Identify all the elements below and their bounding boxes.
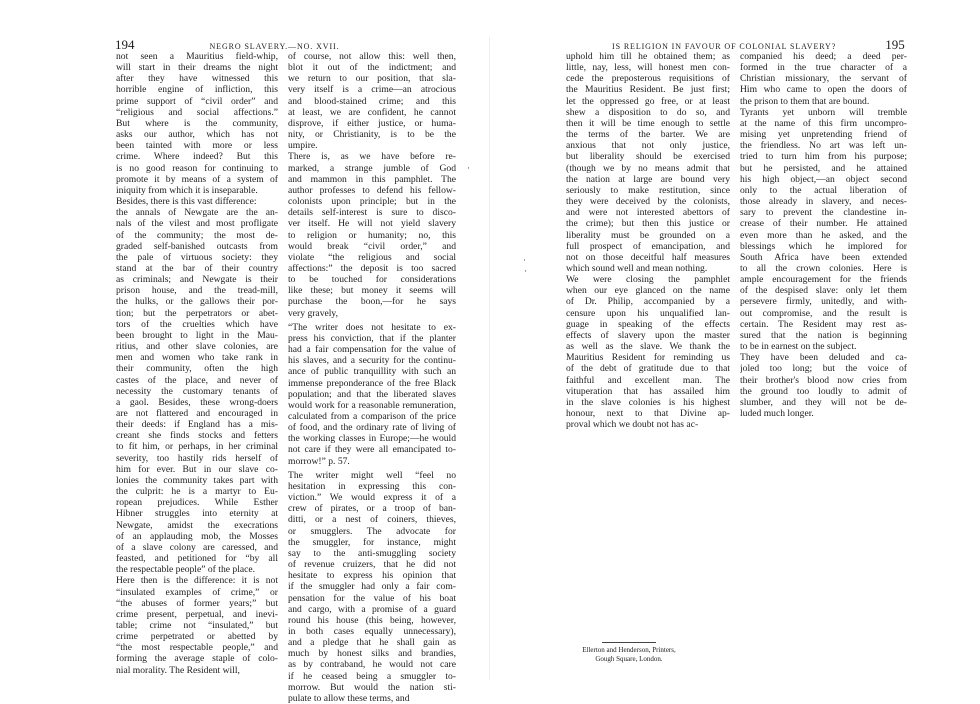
text-line: only to the actual liberation of [740, 184, 907, 196]
text-line: and cargo, with a promise of a guard [288, 603, 456, 615]
text-line: not on those deceitful half measures [566, 251, 730, 263]
text-line: round his house (this being, however, [288, 614, 456, 626]
text-line: purchase the boon,—for he says [288, 296, 456, 308]
text-line: disprove, if either justice, or huma- [288, 117, 456, 129]
text-line: to all the crown colonies. Here is [740, 262, 907, 274]
text-line: calculated from a comparison of the price [288, 411, 456, 422]
text-line: at least, we are confident, he cannot [288, 106, 456, 118]
text-line: the ground too loudly to admit of [740, 385, 907, 397]
text-line: anxious that not only justice, [566, 140, 730, 152]
text-line: iniquity from which it is inseparable. [116, 184, 258, 196]
text-line: The writer might well “feel no [288, 469, 456, 481]
text-line: crease of their number. He attained [740, 218, 907, 230]
text-line: of the debt of gratitude due to that [566, 363, 730, 375]
text-line: cede the preposterous requisitions of [566, 73, 730, 85]
text-line: not seen a Mauritius field-whip, [116, 51, 278, 62]
text-line: say to the anti-smuggling society [288, 547, 456, 559]
text-line: nity, or Christianity, is to be the [288, 129, 456, 141]
text-line: the culprit: he is a martyr to Eu- [116, 486, 278, 498]
imprint-rule [602, 642, 656, 643]
text-line: the friendless. No art was left un- [740, 140, 907, 152]
text-line: the Mauritius Resident. Be just first; [566, 84, 730, 96]
text-line: liberality must be grounded on a [566, 229, 730, 241]
text-line: will start in their dreams the night [116, 62, 278, 74]
text-line: Newgate, amidst the execrations [116, 519, 278, 531]
text-line: as by contraband, he would not care [288, 659, 456, 671]
text-line: blot it out of the indictment; and [288, 62, 456, 74]
text-line: ance of public tranquillity with such an [288, 366, 456, 378]
text-line: sured that the nation is beginning [740, 329, 907, 341]
text-line: But where is the community, [116, 117, 278, 129]
text-line: ritius, and other slave colonies, are [116, 341, 278, 353]
text-line: out compromise, and the result is [740, 307, 907, 319]
text-line: to fit him, or perhaps, in her criminal [116, 441, 278, 453]
imprint-line-2: Gough Square, London. [595, 654, 663, 663]
text-line: been brought to light in the Mau- [116, 329, 278, 341]
text-line: of the community; the most de- [116, 229, 278, 241]
text-line: graded self-banished outcasts from [116, 240, 278, 252]
text-line: crime. Where indeed? But this [116, 151, 278, 163]
text-line: forming the average staple of colo- [116, 653, 278, 665]
text-line: of food, and the ordinary rate of living of [288, 422, 456, 434]
text-line: population; and that the liberated slaves [288, 388, 456, 400]
text-line: joled too long; but the voice of [740, 363, 907, 375]
text-line: proval which we doubt not has ac- [566, 419, 699, 431]
text-line: hesitation in expressing this con- [288, 480, 456, 492]
right-page-number: 195 [885, 37, 905, 52]
text-line: but liberality should be exercised [566, 151, 730, 163]
right-column-2 [740, 51, 907, 419]
text-line: would break “civil order,” and [288, 240, 456, 252]
text-line: the terms of the barter. We are [566, 129, 730, 141]
text-line: the working classes in Europe;—he would [288, 433, 456, 445]
text-line: and mammon in this pamphlet. The [288, 173, 456, 185]
text-line: stand at the bar of their country [116, 262, 278, 274]
text-line: and were not interested abettors of [566, 207, 730, 219]
text-line: They have been deluded and ca- [740, 352, 907, 364]
text-line: “The writer does not hesitate to ex- [288, 321, 456, 333]
right-column-1 [566, 51, 730, 430]
text-line: which sound well and mean nothing. [566, 262, 708, 274]
text-line: immense preponderance of the free Black [288, 377, 456, 389]
text-line: slumber, and they will not be de- [740, 396, 907, 408]
left-column-1 [116, 51, 278, 676]
text-line: the crime); but then this justice or [566, 218, 730, 230]
text-line: the prison to them that are bound. [740, 95, 870, 107]
text-line: We were closing the pamphlet [566, 274, 730, 286]
text-line: (though we by no means admit that [566, 162, 730, 174]
text-line: crime present, perpetual, and inevi- [116, 608, 278, 620]
text-line: shew a disposition to do so, and [566, 106, 730, 118]
margin-mark-3: · [524, 266, 527, 276]
text-line: Tyrants yet unborn will tremble [740, 106, 907, 118]
text-line: the annals of Newgate are the an- [116, 207, 278, 219]
text-line: violate “the religious and social [288, 251, 456, 263]
text-line: prison house, and the tread-mill, [116, 285, 278, 297]
text-line: much by honest silks and brandies, [288, 648, 456, 660]
text-line: full prospect of emancipation, and [566, 240, 730, 252]
text-line: “the most respectable people,” and [116, 642, 278, 654]
text-line: asks our author, which has not [116, 129, 278, 141]
text-line: uphold him till he obtained them; as [566, 51, 730, 62]
text-line: lonies the community takes part with [116, 474, 278, 486]
text-line: as well as the slave. We thank the [566, 341, 730, 353]
text-line: the hulks, or the gallows their por- [116, 296, 278, 308]
text-line: There is, as we have before re- [288, 151, 456, 163]
text-line: and blood-stained crime; and this [288, 95, 456, 107]
text-line: had a fair compensation for the value of [288, 344, 456, 356]
text-line: author professes to defend his fellow- [288, 184, 456, 196]
text-line: of the despised slave: only let them [740, 285, 907, 297]
right-running-title: IS RELIGION IN FAVOUR OF COLONIAL SLAVERY? [612, 42, 837, 51]
text-line: pulate to allow these terms, and [288, 692, 410, 704]
text-line: vituperation that has assailed him [566, 385, 730, 397]
text-line: of revenue cruizers, that he did not [288, 559, 456, 571]
text-line: the respectable people” of the place. [116, 564, 256, 576]
text-line: “religious and social affections.” [116, 106, 278, 118]
right-page [490, 0, 980, 692]
text-line: the nation at large are bound very [566, 173, 730, 185]
text-line: of Dr. Philip, accompanied by a [566, 296, 730, 308]
text-line: Besides, there is this vast difference: [116, 196, 257, 208]
text-line: Mauritius Resident for reminding us [566, 352, 730, 364]
text-line: faithful and excellent man. The [566, 374, 730, 386]
text-line: guage in speaking of the effects [566, 318, 730, 330]
text-line: those already in slavery, and neces- [740, 196, 907, 208]
left-column-2 [288, 51, 456, 704]
text-line: umpire. [288, 140, 318, 152]
text-line: Here then is the difference: it is not [116, 575, 278, 587]
text-line: seriously to make restitution, since [566, 184, 730, 196]
text-line: of a slave colony are caressed, and [116, 541, 278, 553]
text-line: his high object,—an object second [740, 173, 907, 185]
text-line: honour, next to that Divine ap- [566, 408, 730, 419]
text-line: mising yet unpretending friend of [740, 129, 907, 141]
imprint-line-1: Ellerton and Henderson, Printers, [582, 646, 676, 654]
text-line: their community, often the high [116, 363, 278, 375]
text-line: very gravely, [288, 307, 338, 319]
text-line: Christian missionary, the servant of [740, 73, 907, 85]
text-line: are not flattered and encouraged in [116, 408, 278, 419]
text-line: feasted, and petitioned for “by all [116, 553, 278, 565]
margin-mark-1: · [467, 163, 470, 173]
text-line: little, nay, less, will honest men con- [566, 62, 730, 74]
text-line: him for ever. But in our slave co- [116, 463, 278, 475]
text-line: to be touched for considerations [288, 274, 456, 286]
margin-mark-2: · [523, 255, 526, 265]
text-line: “the abuses of former years;” but [116, 597, 278, 609]
text-line: tried to turn him from his purpose; [740, 151, 907, 163]
text-line: at the name of this firm uncompro- [740, 117, 907, 129]
text-line: very itself is a crime—an atrocious [288, 84, 456, 96]
text-line: affections:” the deposit is too sacred [288, 262, 456, 274]
text-line: a gaol. Besides, these wrong-doers [116, 396, 278, 408]
text-line: ample encouragement for the friends [740, 274, 907, 286]
text-line: not care if they were all emancipated to- [288, 444, 456, 456]
text-line: press his conviction, that if the planter [288, 332, 456, 344]
text-line: their deeds: if England has a mis- [116, 419, 278, 431]
text-line: castes of the place, and never of [116, 374, 278, 386]
text-line: would work for a reasonable remuneration, [288, 399, 456, 411]
text-line: his slaves, and a security for the continu- [288, 355, 456, 367]
text-line: nial morality. The Resident will, [116, 664, 240, 676]
text-line: they were deceived by the colonists, [566, 196, 730, 208]
text-line: is no good reason for continuing to [116, 162, 278, 174]
text-line: tors of the cruelties which have [116, 318, 278, 330]
text-line: morrow. But would the nation sti- [288, 681, 456, 693]
text-line: if the smuggler had only a fair com- [288, 581, 456, 593]
text-line: creant she finds stocks and fetters [116, 430, 278, 442]
text-line: marked, a strange jumble of God [288, 162, 456, 174]
left-page-number: 194 [115, 37, 135, 52]
text-line: luded much longer. [740, 408, 814, 419]
text-line: to be in earnest on the subject. [740, 341, 857, 353]
text-line: men and women who take rank in [116, 352, 278, 364]
text-line: even more than he asked, and the [740, 229, 907, 241]
text-line: Hibner struggles into eternity at [116, 508, 278, 520]
printer-imprint [579, 642, 679, 663]
text-line: nals of the vilest and most profligate [116, 218, 278, 230]
text-line: we return to our position, that sla- [288, 73, 456, 85]
text-line: morrow!” p. 57. [288, 455, 350, 467]
text-line: the pale of virtuous society: they [116, 251, 278, 263]
text-line: ver itself. He will not yield slavery [288, 218, 456, 230]
text-line: formed in the true character of a [740, 62, 907, 74]
text-line: crime perpetrated or abetted by [116, 631, 278, 643]
text-line: hesitate to express his opinion that [288, 570, 456, 582]
text-line: if he ceased being a smuggler to- [288, 670, 456, 682]
text-line: in both cases equally unnecessary), [288, 625, 456, 637]
text-line: sary to prevent the clandestine in- [740, 207, 907, 219]
text-line: crew of pirates, or a troop of ban- [288, 503, 456, 515]
text-line: the smuggler, for instance, might [288, 536, 456, 548]
text-line: effects of slavery upon the master [566, 329, 730, 341]
text-line: censure upon his unqualified lan- [566, 307, 730, 319]
text-line: like these; but money it seems will [288, 285, 456, 297]
text-line: certain. The Resident may rest as- [740, 318, 907, 330]
text-line: been tainted with more or less [116, 140, 278, 152]
text-line: as criminals; and Newgate is their [116, 274, 278, 286]
text-line: “insulated examples of crime,” or [116, 586, 278, 598]
text-line: details self-interest is sure to disco- [288, 207, 456, 219]
text-line: colonists upon principle; but in the [288, 196, 456, 208]
text-line: of course, not allow this: well then, [288, 51, 456, 62]
text-line: after they have witnessed this [116, 73, 278, 85]
text-line: in the slave colonies is his highest [566, 396, 730, 408]
text-line: their brother's blood now cries from [740, 374, 907, 386]
text-line: horrible engine of infliction, this [116, 84, 278, 96]
left-column-2-bottom [288, 470, 456, 704]
text-line: companied his deed; a deed per- [740, 51, 907, 62]
text-line: pensation for the value of his boat [288, 592, 456, 604]
text-line: persevere firmly, unitedly, and with- [740, 296, 907, 308]
text-line: but he persisted, and he attained [740, 162, 907, 174]
text-line: of an applauding mob, the Mosses [116, 530, 278, 542]
text-line: ropean prejudices. While Esther [116, 497, 278, 509]
text-line: then it will be time enough to settle [566, 117, 730, 129]
footnote [288, 322, 456, 467]
text-line: blessings which he implored for [740, 240, 907, 252]
text-line: prime support of “civil order” and [116, 95, 278, 107]
text-line: South Africa have been extended [740, 251, 907, 263]
text-line: Him who came to open the doors of [740, 84, 907, 96]
text-line: table; crime not “insulated,” but [116, 619, 278, 631]
text-line: viction.” We would express it of a [288, 492, 456, 504]
text-line: or smugglers. The advocate for [288, 525, 456, 537]
text-line: necessity the customary tenants of [116, 385, 278, 397]
text-line: let the oppressed go free, or at least [566, 95, 730, 107]
left-column-2-top [288, 51, 456, 319]
left-running-title: NEGRO SLAVERY.—NO. XVII. [209, 42, 340, 51]
text-line: tion; but the perpetrators or abet- [116, 307, 278, 319]
text-line: and a pledge that he shall gain as [288, 637, 456, 649]
text-line: when our eye glanced on the name [566, 285, 730, 297]
text-line: to religion or humanity; no, this [288, 229, 456, 241]
text-line: ditti, or a nest of coiners, thieves, [288, 514, 456, 526]
text-line: severity, too hastily rids herself of [116, 452, 278, 464]
text-line: promote it by means of a system of [116, 173, 278, 185]
